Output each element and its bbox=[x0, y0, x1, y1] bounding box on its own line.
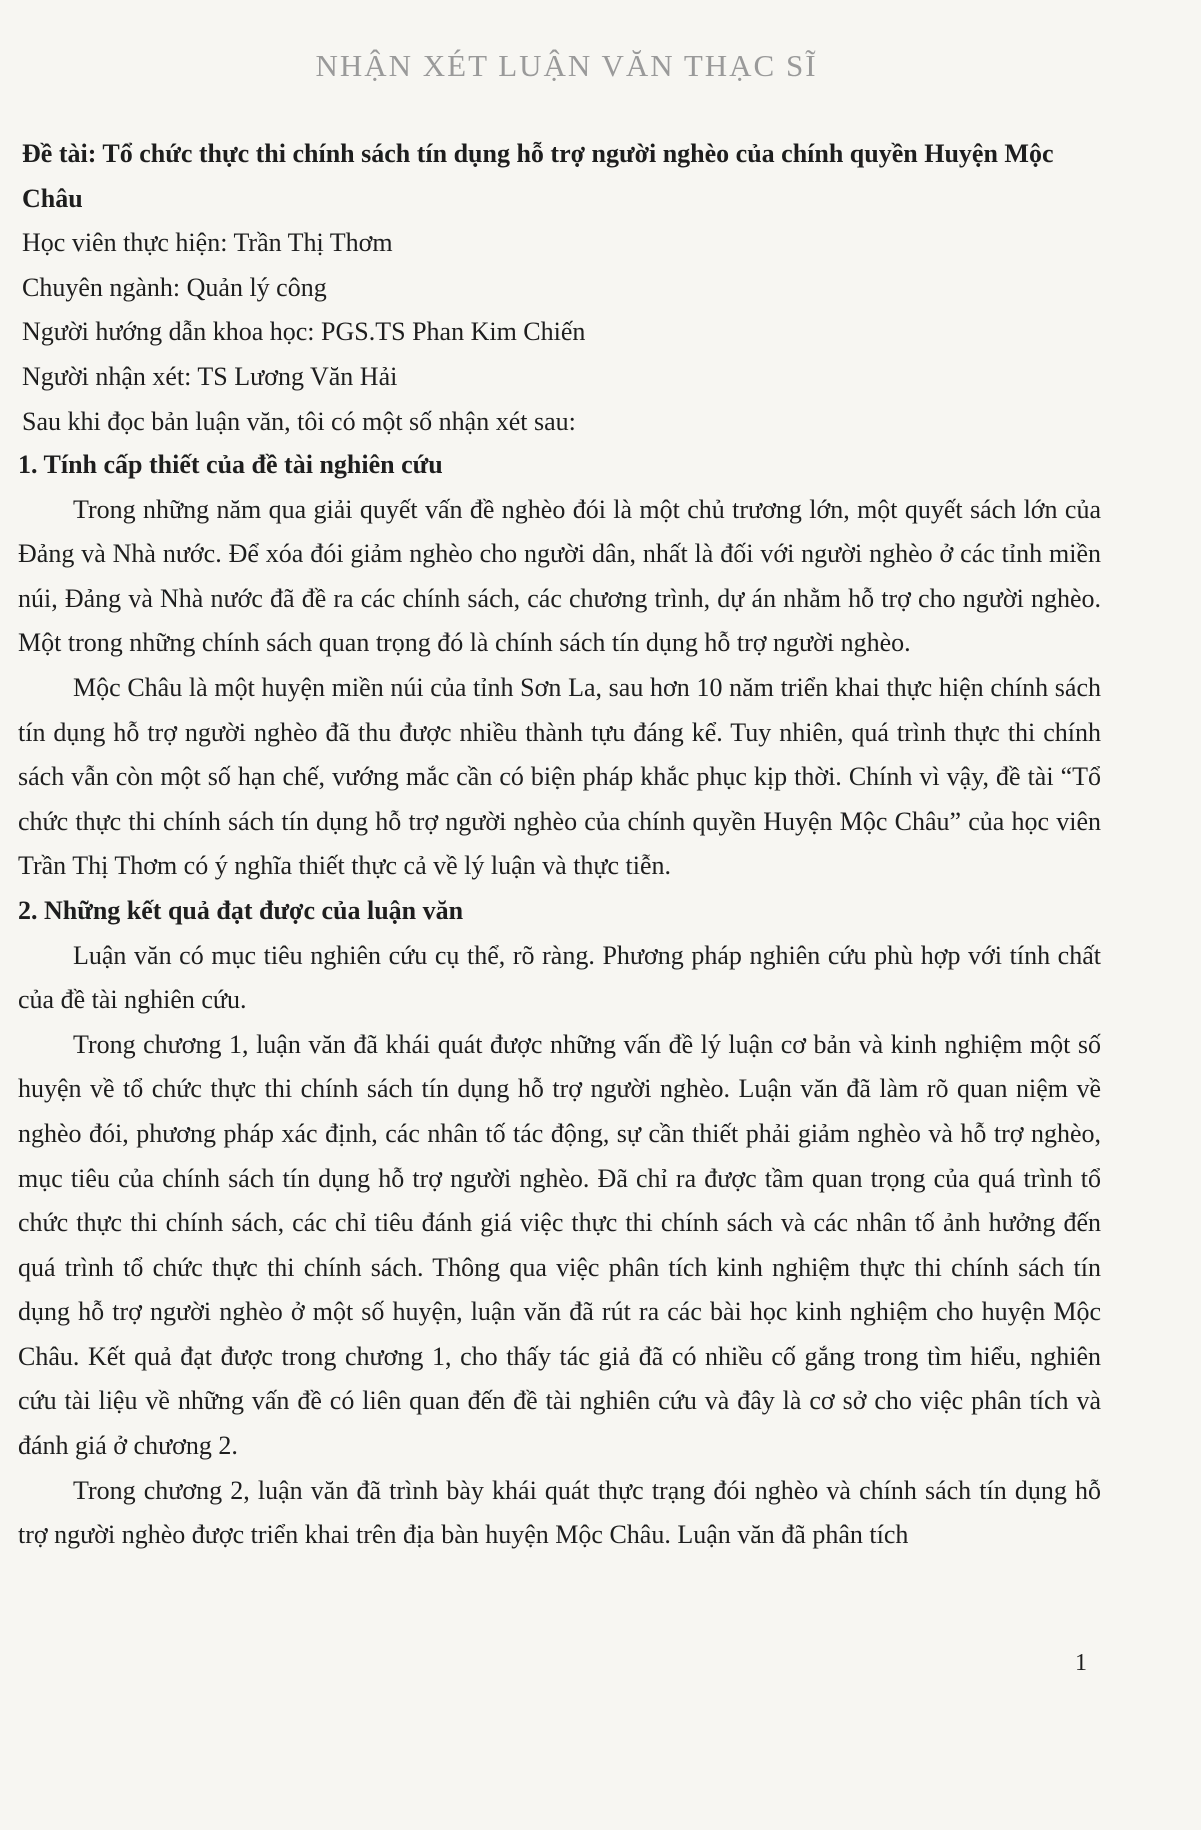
section-1-paragraph-2: Mộc Châu là một huyện miền núi của tỉnh Sơn La, sau hơn 10 năm triển khai thực hiện chính sách tín dụng hỗ trợ người nghèo đã thu được nhiều thành tựu đáng kể. Tuy nhiên, quá trình thực thi chính sách vẫn còn một số hạn chế, vướng mắc cần có biện pháp khắc phục kịp thời. Chính vì vậy, đề tài “Tổ chức thực thi chính sách tín dụng hỗ trợ người nghèo của chính quyền Huyện Mộc Châu” của học viên Trần Thị Thơm có ý nghĩa thiết thực cả về lý luận và thực tiễn. bbox=[18, 672, 1101, 881]
section-1-paragraph-1: Trong những năm qua giải quyết vấn đề nghèo đói là một chủ trương lớn, một quyết sách lớn của Đảng và Nhà nước. Để xóa đói giảm nghèo cho người dân, nhất là đối với người nghèo ở các tỉnh miền núi, Đảng và Nhà nước đã đề ra các chính sách, các chương trình, dự án nhằm hỗ trợ cho người nghèo. Một trong những chính sách quan trọng đó là chính sách tín dụng hỗ trợ người nghèo. bbox=[18, 494, 1101, 658]
document-title: NHẬN XÉT LUẬN VĂN THẠC SĨ bbox=[315, 48, 818, 83]
section-2-paragraph-1: Luận văn có mục tiêu nghiên cứu cụ thể, rõ ràng. Phương pháp nghiên cứu phù hợp với tính chất của đề tài nghiên cứu. bbox=[18, 940, 1101, 1015]
thesis-topic: Đề tài: Tổ chức thực thi chính sách tín dụng hỗ trợ người nghèo của chính quyền Huyện Mộc Châu bbox=[22, 139, 1054, 213]
section-2-paragraph-3: Trong chương 2, luận văn đã trình bày khái quát thực trạng đói nghèo và chính sách tín dụng hỗ trợ người nghèo được triển khai trên địa bàn huyện Mộc Châu. Luận văn đã phân tích bbox=[18, 1475, 1101, 1550]
page-number: 1 bbox=[1075, 1650, 1087, 1676]
reviewer: Người nhận xét: TS Lương Văn Hải bbox=[22, 361, 398, 391]
document-body bbox=[18, 443, 1101, 1558]
section-1-heading: 1. Tính cấp thiết của đề tài nghiên cứu bbox=[18, 450, 443, 479]
intro-sentence: Sau khi đọc bản luận văn, tôi có một số nhận xét sau: bbox=[22, 406, 576, 436]
student-name: Học viên thực hiện: Trần Thị Thơm bbox=[22, 228, 393, 258]
major: Chuyên ngành: Quản lý công bbox=[22, 272, 327, 302]
document-header-info bbox=[22, 132, 1102, 444]
section-2-heading: 2. Những kết quả đạt được của luận văn bbox=[18, 895, 464, 925]
section-2-paragraph-2: Trong chương 1, luận văn đã khái quát được những vấn đề lý luận cơ bản và kinh nghiệm một số huyện về tổ chức thực thi chính sách tín dụng hỗ trợ người nghèo. Luận văn đã làm rõ quan niệm về nghèo đói, phương pháp xác định, các nhân tố tác động, sự cần thiết phải giảm nghèo và hỗ trợ nghèo, mục tiêu của chính sách tín dụng hỗ trợ người nghèo. Đã chỉ ra được tầm quan trọng của quá trình tổ chức thực thi chính sách, các chỉ tiêu đánh giá việc thực thi chính sách và các nhân tố ảnh hưởng đến quá trình tổ chức thực thi chính sách. Thông qua việc phân tích kinh nghiệm thực thi chính sách tín dụng hỗ trợ người nghèo ở một số huyện, luận văn đã rút ra các bài học kinh nghiệm cho huyện Mộc Châu. Kết quả đạt được trong chương 1, cho thấy tác giả đã có nhiều cố gắng trong tìm hiểu, nghiên cứu tài liệu về những vấn đề có liên quan đến đề tài nghiên cứu và đây là cơ sở cho việc phân tích và đánh giá ở chương 2. bbox=[18, 1029, 1101, 1461]
advisor: Người hướng dẫn khoa học: PGS.TS Phan Kim Chiến bbox=[22, 317, 586, 347]
